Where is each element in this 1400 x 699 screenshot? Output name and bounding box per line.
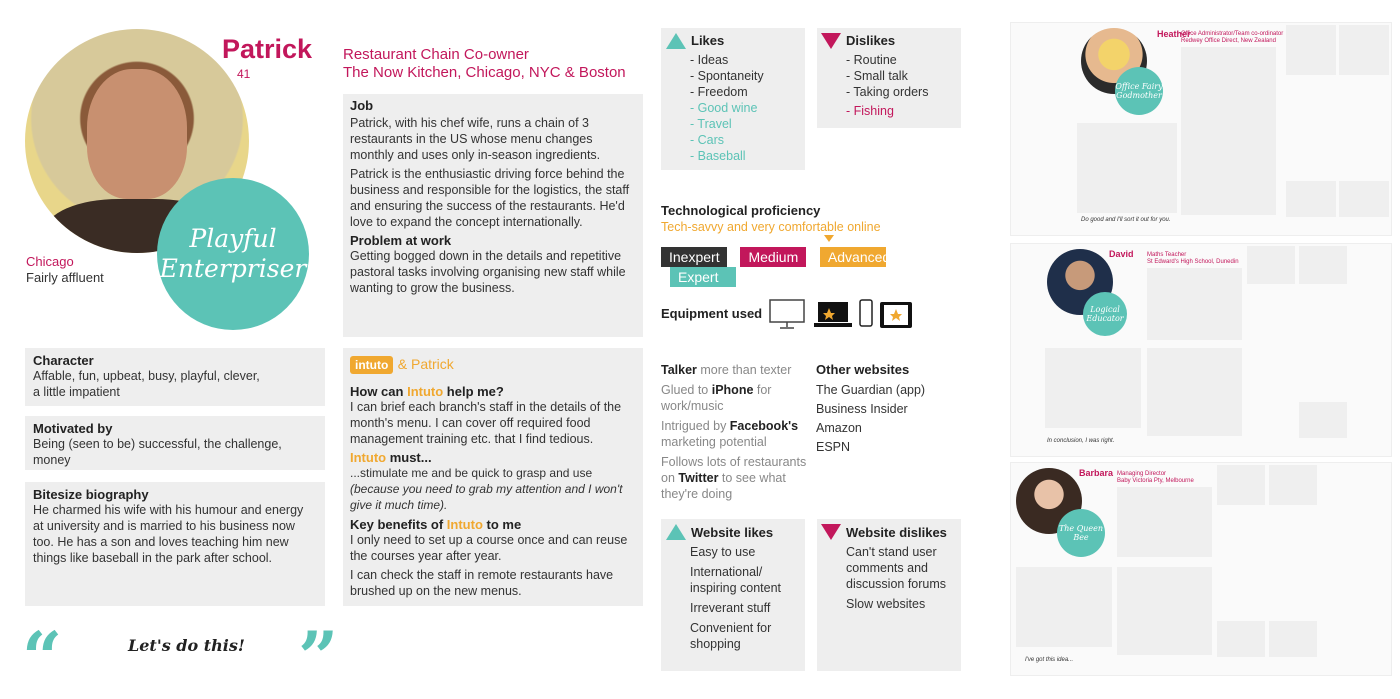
tech-pointer-icon bbox=[824, 235, 834, 242]
website-likes-label: Website likes bbox=[691, 525, 774, 540]
bio-text: He charmed his wife with his humour and energy at university and is married to his business now too. He has a son and loves teaching him new things like baseball in the park after school. bbox=[33, 503, 304, 565]
badge-line-2: Enterpriser bbox=[159, 254, 307, 283]
website-likes-item: Convenient for shopping bbox=[690, 621, 772, 651]
must-text: ...stimulate me and be quick to grasp and use bbox=[350, 466, 593, 480]
dislikes-triangle-icon bbox=[821, 33, 841, 49]
website-likes-item: Irreverant stuff bbox=[690, 601, 771, 615]
tech-label: Technological proficiency bbox=[661, 203, 821, 218]
help-q-prefix: How can bbox=[350, 384, 408, 399]
tablet-icon bbox=[880, 302, 912, 328]
website-dislikes-item: Slow websites bbox=[846, 597, 926, 611]
job-paragraph-1: Patrick, with his chef wife, runs a chain of 3 restaurants in the US whose menu changes monthly and uses only in-season ingredients. bbox=[350, 116, 601, 162]
intrigued-bold: Facebook's bbox=[729, 419, 799, 433]
website-likes-item: Easy to use bbox=[690, 545, 756, 559]
tech-level-advanced: Advanced bbox=[820, 247, 886, 267]
benefits-paragraph-2: I can check the staff in remote restaurants have brushed up on the new menus. bbox=[350, 568, 614, 598]
motivated-box bbox=[25, 416, 325, 470]
website-dislikes-label: Website dislikes bbox=[846, 525, 947, 540]
intuto-box bbox=[343, 348, 643, 606]
dislikes-box bbox=[817, 28, 961, 128]
heather-role: Office Administrator/Team co-ordinator bbox=[1181, 31, 1284, 37]
problem-text: Getting bogged down in the details and repetitive pastoral tasks involving organising new staff while wanting to grow the business. bbox=[350, 249, 626, 295]
job-paragraph-2: Patrick is the enthusiastic driving force behind the business and responsible for the logistics, the staff and ensuring the success of the restaurants. He'd love to expand the concept internationally. bbox=[350, 167, 630, 229]
motivated-text: Being (seen to be) successful, the challenge, money bbox=[33, 437, 282, 467]
job-box bbox=[343, 94, 643, 337]
persona-age: 41 bbox=[237, 67, 251, 81]
persona-wealth: Fairly affluent bbox=[26, 270, 104, 285]
benefits-suffix: to me bbox=[482, 517, 522, 532]
laptop-icon bbox=[814, 302, 852, 327]
must-brand: Intuto bbox=[350, 450, 387, 465]
intuto-with: & Patrick bbox=[397, 356, 454, 372]
website-likes-item: International/ inspiring content bbox=[690, 565, 782, 595]
david-role: Maths Teacher bbox=[1147, 252, 1187, 258]
bio-box bbox=[25, 482, 325, 606]
website-item: The Guardian (app) bbox=[816, 383, 926, 397]
likes-item-teal: - Cars bbox=[690, 133, 725, 147]
likes-item-teal: - Travel bbox=[690, 117, 732, 131]
likes-item: - Ideas bbox=[690, 53, 729, 67]
character-text: Affable, fun, upbeat, busy, playful, clever, a little impatient bbox=[33, 369, 260, 399]
glued-post: for work/music bbox=[661, 383, 772, 413]
benefits-brand: Intuto bbox=[446, 517, 483, 532]
david-badge: Logical Educator bbox=[1083, 292, 1127, 336]
follows-post: to see what they're doing bbox=[661, 471, 786, 501]
websites-block bbox=[816, 362, 925, 457]
glued-pre: Glued to bbox=[661, 383, 712, 397]
follows-pre: Follows lots of restaurants on bbox=[661, 455, 807, 485]
benefits-prefix: Key benefits of bbox=[350, 517, 447, 532]
website-dislikes-triangle-icon bbox=[821, 524, 841, 540]
likes-item: - Freedom bbox=[690, 85, 748, 99]
persona-location: Chicago bbox=[26, 254, 74, 269]
website-likes-box bbox=[661, 519, 805, 671]
websites-label: Other websites bbox=[816, 362, 910, 377]
website-likes-triangle-icon bbox=[666, 524, 686, 540]
role-company: The Now Kitchen, Chicago, NYC & Boston bbox=[343, 64, 626, 81]
bio-label: Bitesize biography bbox=[33, 487, 149, 502]
open-quote-icon: “ bbox=[22, 616, 63, 699]
barbara-role: Managing Director bbox=[1117, 471, 1167, 477]
likes-label: Likes bbox=[691, 33, 725, 48]
likes-box bbox=[661, 28, 805, 170]
website-item: Amazon bbox=[816, 421, 862, 435]
dislikes-item: - Routine bbox=[846, 53, 897, 67]
character-box bbox=[25, 348, 325, 406]
role-title: Restaurant Chain Co-owner bbox=[343, 46, 529, 63]
talker-rest: more than texter bbox=[696, 363, 792, 377]
heather-name: Heather bbox=[1157, 29, 1191, 39]
likes-item-teal: - Good wine bbox=[690, 101, 758, 115]
equipment-icons bbox=[768, 298, 918, 332]
thumbnail-heather[interactable] bbox=[1010, 22, 1392, 236]
intuto-logo: intuto bbox=[350, 356, 393, 374]
follows-bold: Twitter bbox=[678, 471, 719, 485]
website-item: ESPN bbox=[816, 440, 851, 454]
job-label: Job bbox=[350, 98, 374, 113]
close-quote-icon: ” bbox=[298, 616, 339, 699]
badge-line-1: Playful bbox=[189, 224, 277, 253]
barbara-quote: I've got this idea... bbox=[1025, 657, 1074, 663]
likes-triangle-icon bbox=[666, 33, 686, 49]
benefits-paragraph-1: I only need to set up a course once and can reuse the courses year after year. bbox=[350, 533, 628, 563]
comms-block bbox=[661, 362, 811, 502]
phone-icon bbox=[860, 300, 872, 326]
david-quote: In conclusion, I was right. bbox=[1047, 438, 1115, 444]
tech-level-expert: Expert bbox=[670, 267, 736, 287]
thumbnail-david[interactable] bbox=[1010, 243, 1392, 457]
website-item: Business Insider bbox=[816, 402, 908, 416]
dislikes-item-magenta: - Fishing bbox=[846, 104, 894, 118]
dislikes-label: Dislikes bbox=[846, 33, 896, 48]
motivated-label: Motivated by bbox=[33, 421, 113, 436]
dislikes-item: - Taking orders bbox=[846, 85, 929, 99]
heather-org: Redwey Office Direct, New Zealand bbox=[1181, 38, 1276, 44]
intrigued-pre: Intrigued by bbox=[661, 419, 730, 433]
david-name: David bbox=[1109, 249, 1134, 259]
help-q-suffix: help me? bbox=[443, 384, 504, 399]
equipment-label: Equipment used bbox=[661, 306, 763, 321]
likes-item-teal: - Baseball bbox=[690, 149, 746, 163]
heather-badge: Office Fairy Godmother bbox=[1115, 67, 1163, 115]
david-org: St Edward's High School, Dunedin bbox=[1147, 259, 1239, 265]
barbara-name: Barbara bbox=[1079, 468, 1114, 478]
tech-level-inexpert: Inexpert bbox=[661, 247, 727, 267]
problem-label: Problem at work bbox=[350, 233, 452, 248]
glued-bold: iPhone bbox=[711, 383, 754, 397]
heather-quote: Do good and I'll sort it out for you. bbox=[1081, 217, 1171, 223]
barbara-org: Baby Victoria Pty, Melbourne bbox=[1117, 478, 1194, 484]
intrigued-post: marketing potential bbox=[661, 435, 767, 449]
must-suffix: must... bbox=[386, 450, 432, 465]
talker-bold: Talker bbox=[661, 363, 697, 377]
website-dislikes-item: Can't stand user comments and discussion forums bbox=[846, 545, 947, 591]
dislikes-item: - Small talk bbox=[846, 69, 908, 83]
tagline: Let's do this! bbox=[128, 636, 245, 655]
tech-level-medium: Medium bbox=[740, 247, 806, 267]
website-dislikes-box bbox=[817, 519, 961, 671]
barbara-badge: The Queen Bee bbox=[1057, 509, 1105, 557]
character-label: Character bbox=[33, 353, 94, 368]
persona-badge bbox=[157, 178, 309, 330]
tech-scale bbox=[661, 247, 961, 287]
desktop-icon bbox=[770, 300, 804, 328]
must-italic: (because you need to grab my attention and I won't give it much time). bbox=[350, 482, 623, 512]
help-text: I can brief each branch's staff in the details of the month's menu. I can cover off required food management training etc. that I find tedious. bbox=[350, 400, 622, 446]
likes-item: - Spontaneity bbox=[690, 69, 764, 83]
thumbnail-barbara[interactable] bbox=[1010, 462, 1392, 676]
persona-name: Patrick bbox=[222, 34, 313, 64]
help-q-brand: Intuto bbox=[407, 384, 444, 399]
tech-sub: Tech-savvy and very comfortable online bbox=[661, 220, 881, 234]
